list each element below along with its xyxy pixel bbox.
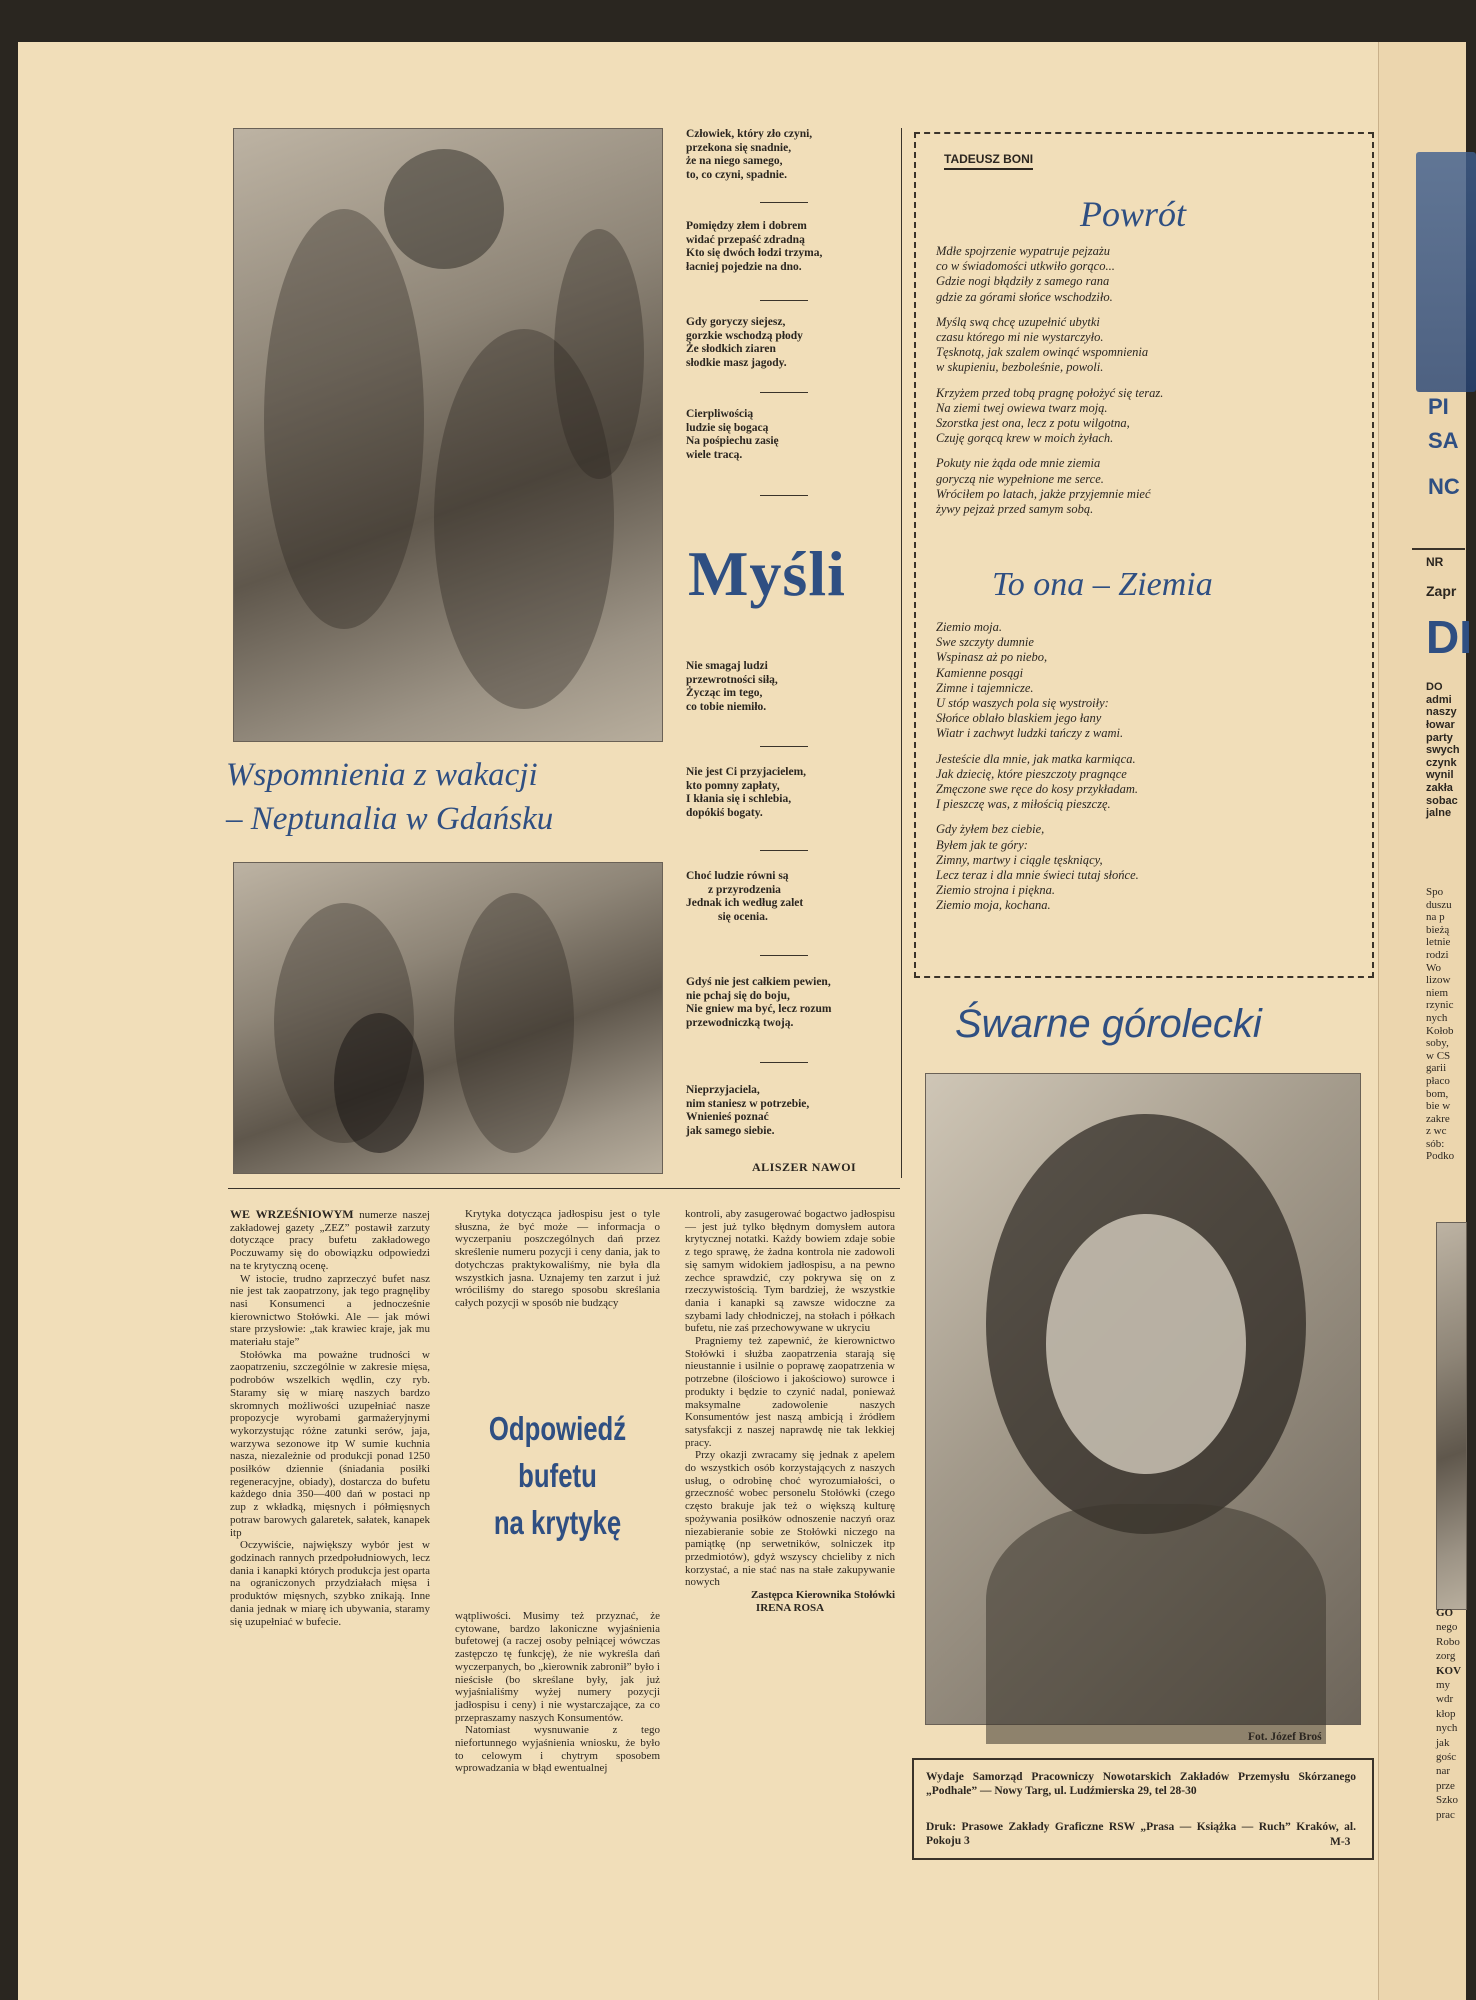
- right-snippet: swych: [1426, 744, 1460, 757]
- powrot-text: [936, 244, 1163, 517]
- right-page-fragment: [1412, 148, 1465, 508]
- article-headline: [478, 1405, 638, 1546]
- right-snippet: SA: [1428, 428, 1459, 453]
- right-snippet: Kołob: [1426, 1024, 1454, 1037]
- right-snippet: soby,: [1426, 1037, 1449, 1050]
- mysli-stanza-1: [686, 128, 812, 182]
- right-page-column-2: [1426, 886, 1465, 1196]
- poem-line: Wiatr i zachwyt ludzki tańczy z wami.: [936, 726, 1124, 741]
- right-snippet: KOV: [1436, 1664, 1462, 1677]
- right-snippet: jalne: [1426, 807, 1452, 820]
- right-snippet: łowar: [1426, 718, 1455, 731]
- divider: [760, 392, 808, 393]
- poems-author: TADEUSZ BONI: [944, 152, 1033, 170]
- right-snippet: Podko: [1426, 1150, 1455, 1163]
- right-snippet: Zapr: [1426, 582, 1457, 599]
- poem-line: Życząc im tego,: [686, 687, 763, 699]
- imprint-code: M-3: [1330, 1836, 1351, 1848]
- signature-role: Zastępca Kierownika Stołówki: [750, 1589, 895, 1602]
- right-page-column: [1426, 555, 1472, 906]
- article-paragraph: Pragniemy też zapewnić, że kierownictwo Stołówki i służba zaopatrzenia starają się nieustannie i usilnie o poprawę zaopatrzenia w potrzebne (ilościowo i jakościowo) surowce i produkty i będzie to czynić nadal, ponieważ maksymalne zadowolenie naszych Konsumentów jest naszą ambicją i źródłem satysfakcji z naszej naprawdę nie tak lekkiej pracy.: [685, 1335, 895, 1449]
- poem-line: Na ziemi twej owiewa twarz moją.: [936, 400, 1108, 415]
- divider: [760, 955, 808, 956]
- right-snippet: bieżą: [1426, 923, 1450, 936]
- right-snippet: Wo: [1426, 961, 1442, 974]
- right-snippet: GO: [1436, 1607, 1454, 1619]
- right-snippet: rodzi: [1426, 948, 1449, 961]
- article-column-2-bottom: [455, 1610, 660, 1775]
- signature-name: IRENA ROSA: [755, 1601, 825, 1614]
- left-article-title: [226, 753, 666, 841]
- poem-line: Czuję gorącą krew w moich żyłach.: [936, 431, 1114, 446]
- poem-powrot-title: Powrót: [1080, 194, 1187, 234]
- poem-line: Że słodkich ziaren: [686, 343, 776, 355]
- right-snippet: lizow: [1426, 974, 1451, 987]
- mysli-stanza-6: [686, 766, 806, 820]
- article-paragraph: Przy okazji zwracamy się jednak z apelem do wszystkich osób korzystających z naszych usług, o odrobinę choć wyrozumiałości, o grzeczność wobec personelu Stołówki (czego często brakuje jak też o większą kulturę spożywania posiłków odnoszenie naczyń oraz niezabieranie sobie ze Stołówki niczego na pamiątkę (np serwetników, solniczek itp przedmiotów), gdyż wszyscy chcieliby z nich korzystać, a nie stać nas na stałe zakupywanie nowych: [685, 1449, 895, 1589]
- right-snippet: wynil: [1426, 769, 1454, 782]
- poem-line: Szorstka jest ona, lecz z potu wilgotna,: [936, 416, 1130, 431]
- mysli-stanza-8: [686, 976, 831, 1030]
- neptunalia-photo-2: [233, 862, 663, 1174]
- right-snippet: Spo: [1426, 886, 1444, 898]
- poem-line: dopókiś bogaty.: [686, 806, 763, 819]
- poem-line: Swe szczyty dumnie: [936, 635, 1034, 650]
- poem-line: co w świadomości utkwiło gorąco...: [936, 259, 1115, 274]
- poem-line: Gdy żyłem bez ciebie,: [936, 822, 1045, 837]
- right-snippet: Robo: [1436, 1635, 1460, 1648]
- poem-line: Gdyś nie jest całkiem pewien,: [686, 976, 831, 988]
- mysli-stanza-4: [686, 408, 779, 462]
- mysli-stanza-5: [686, 660, 778, 714]
- poem-line: się ocenia.: [718, 910, 768, 923]
- right-snippet: z wc: [1426, 1125, 1447, 1138]
- poem-line: Ziemio moja, kochana.: [936, 898, 1051, 913]
- poem-line: I kłania się i schlebia,: [686, 793, 792, 805]
- poem-line: Na pośpiechu zasię: [686, 435, 779, 447]
- poem-line: przewrotności siłą,: [686, 673, 778, 686]
- right-snippet: rzynic: [1426, 999, 1454, 1012]
- right-snippet: sób:: [1426, 1137, 1445, 1150]
- section-rule: [228, 1188, 900, 1189]
- poem-line: Byłem jak te góry:: [936, 837, 1028, 852]
- poem-line: Pokuty nie żąda ode mnie ziemia: [936, 456, 1101, 471]
- poem-line: nie pchaj się do boju,: [686, 989, 790, 1002]
- article-paragraph: wątpliwości. Musimy też przyznać, że cytowane, bardzo lakoniczne wyjaśnienia bufetowej (a raczej osoby pełniącej wówczas zastępczo tę funkcję), że nie wykreśla dań wyczerpanych, bo „kierownik zabronił” było i nieścisłe (bo skreślane były, jak już wyjaśnialiśmy wyżej numery pozycji jadłospisu i ceny) i nie wystarczające, za co przepraszamy naszych Konsumentów.: [455, 1610, 660, 1724]
- poem-line: Nieprzyjaciela,: [686, 1084, 760, 1096]
- right-snippet: prze: [1436, 1779, 1455, 1792]
- article-paragraph: Natomiast wysnuwanie z tego niefortunnego wyjaśnienia wniosku, że było to celowym i chytrym sposobem wprowadzania w błąd ewentualnej: [455, 1724, 660, 1775]
- article-text: numerze naszej zakładowej gazety „ZEZ” postawił zarzuty dotyczące pracy bufetu zakładowego Poczuwamy się do obowiązku odpowiedzi na te krytyczną ocenę.: [230, 1209, 430, 1272]
- poem-line: z przyrodzenia: [708, 883, 781, 896]
- right-snippet: nego: [1436, 1621, 1458, 1634]
- right-snippet: NC: [1428, 474, 1460, 499]
- right-snippet: garii: [1426, 1062, 1447, 1075]
- poem-line: Gdy goryczy siejesz,: [686, 316, 786, 328]
- poem-line: jak samego siebie.: [686, 1124, 775, 1137]
- poem-line: co tobie niemiło.: [686, 700, 767, 713]
- right-snippet: w CS: [1426, 1049, 1451, 1062]
- poem-line: Wspinasz aż po niebo,: [936, 650, 1048, 665]
- mysli-stanza-3: [686, 316, 803, 370]
- right-snippet: bie w: [1426, 1100, 1451, 1113]
- divider: [760, 746, 808, 747]
- poem-line: Wróciłem po latach, jakże przyjemnie mieć: [936, 486, 1151, 501]
- divider: [760, 300, 808, 301]
- right-snippet: naszy: [1426, 706, 1457, 719]
- poem-line: łacniej pojedzie na dno.: [686, 260, 802, 273]
- article-lead: WE WRZEŚNIOWYM: [230, 1207, 354, 1221]
- left-article-title-line2: – Neptunalia w Gdańsku: [226, 801, 554, 837]
- headline-line2: bufetu: [518, 1457, 597, 1494]
- poem-line: to, co czyni, spadnie.: [686, 168, 787, 181]
- poem-line: wiele tracą.: [686, 448, 743, 461]
- article-paragraph: Krytyka dotycząca jadłospisu jest o tyle słuszna, że być może — informacja o wyczerpaniu poszczególnych dań przez skreślenie numeru pozycji i ceny dania, jak to dotychczas praktykowaliśmy, nie była dla wszystkich jasna. Uznajemy ten zarzut i już wróciliśmy do starego sposobu skreślania całych pozycji w sposób nie budzący: [455, 1208, 660, 1309]
- right-snippet: NR: [1426, 555, 1444, 569]
- right-snippet: admi: [1426, 693, 1452, 706]
- poem-line: Gdzie nogi błądziły z samego rana: [936, 274, 1110, 289]
- poem-line: Pomiędzy złem i dobrem: [686, 220, 807, 232]
- ziemia-text: [936, 620, 1139, 914]
- poem-line: Nie smagaj ludzi: [686, 660, 768, 672]
- mysli-stanza-2: [686, 220, 822, 274]
- article-paragraph: kontroli, aby zasugerować bogactwo jadłospisu — jest już tylko błędnym domysłem autora krytycznej notatki. Każdy bowiem zdaje sobie z tego sprawę, że żadna kontrola nie zadowoli się samym widokiem jadłospisu, a na pewno zechce sprawdzić, czy pokrywa się on z rzeczywistością. Tym bardziej, że wszystkie dania i kanapki są zawsze widoczne za szybami lady chłodniczej, na stołach i półkach bufetu, nie zaś przechowywane w ukryciu: [685, 1208, 895, 1335]
- poem-line: Człowiek, który zło czyni,: [686, 128, 813, 140]
- poem-line: Mdłe spojrzenie wypatruje pejzażu: [936, 244, 1110, 258]
- poem-line: Wnienieś poznać: [686, 1111, 769, 1123]
- mysli-author: ALISZER NAWOI: [752, 1160, 857, 1174]
- poem-line: Kto się dwóch łodzi trzyma,: [686, 247, 823, 259]
- article-column-1: [230, 1208, 430, 1628]
- poem-line: widać przepaść zdradną: [686, 233, 805, 246]
- poem-line: ludzie się bogacą: [686, 421, 769, 434]
- right-snippet: zakła: [1426, 781, 1453, 794]
- poem-line: gdzie za górami słońce wschodziło.: [936, 289, 1113, 304]
- mysli-stanza-9: [686, 1084, 809, 1138]
- right-snippet: bom,: [1426, 1087, 1449, 1100]
- right-snippet: kłop: [1436, 1707, 1456, 1720]
- neptunalia-photo-1: [233, 128, 663, 742]
- left-article-title-line1: Wspomnienia z wakacji: [226, 757, 538, 793]
- poem-line: przewodniczką twoją.: [686, 1016, 794, 1029]
- poem-line: przekona się snadnie,: [686, 141, 792, 154]
- divider: [760, 202, 808, 203]
- right-snippet: zorg: [1436, 1650, 1456, 1663]
- right-snippet: zakre: [1426, 1112, 1450, 1125]
- poem-line: Jednak ich według zalet: [686, 897, 804, 909]
- right-snippet: jak: [1436, 1736, 1450, 1749]
- right-snippet: płaco: [1426, 1074, 1450, 1087]
- right-logo-graphic: [1416, 152, 1476, 392]
- poem-line: Tęsknotą, jak szalem owinąć wspomnienia: [936, 345, 1149, 360]
- right-snippet: wdr: [1436, 1693, 1454, 1706]
- poem-line: Ziemio moja.: [936, 620, 1002, 634]
- right-snippet: DI: [1426, 611, 1472, 664]
- poem-line: Zimne i tajemnicze.: [936, 680, 1034, 695]
- right-rule: [1412, 548, 1465, 550]
- poem-line: Słońce oblało blaskiem jego łany: [936, 711, 1102, 726]
- portrait-photo: [925, 1073, 1361, 1725]
- right-snippet: sobac: [1426, 794, 1458, 807]
- poem-line: Jak dziecię, które pieszczoty pragnące: [936, 766, 1127, 781]
- right-page-photo: [1436, 1222, 1467, 1610]
- imprint-line2: Druk: Prasowe Zakłady Graficzne RSW „Prasa — Książka — Ruch” Kraków, al. Pokoju 3: [926, 1821, 1356, 1847]
- article-paragraph: W istocie, trudno zaprzeczyć bufet nasz nie jest tak zaopatrzony, jak tego pragnęliby nasi Konsumenci a jednocześnie kierownictwo Stołówki. Ale — jak mówi stare przysłowie: „tak krawiec kraje, jak mu materiału staje”: [230, 1272, 430, 1349]
- imprint-line1: Wydaje Samorząd Pracowniczy Nowotarskich Zakładów Przemysłu Skórzanego „Podhale” — Nowy Targ, ul. Ludźmierska 29, tel 28-30: [926, 1771, 1356, 1797]
- right-snippet: prac: [1436, 1808, 1455, 1821]
- divider: [760, 495, 808, 496]
- right-snippet: na p: [1426, 911, 1445, 924]
- poem-line: Cierpliwością: [686, 408, 754, 420]
- poem-line: Nie jest Ci przyjacielem,: [686, 766, 807, 778]
- poem-line: Choć ludzie równi są: [686, 870, 789, 882]
- mysli-title: Myśli: [688, 538, 846, 609]
- right-snippet: party: [1426, 731, 1453, 744]
- right-snippet: nych: [1436, 1722, 1458, 1735]
- poem-line: kto pomny zapłaty,: [686, 779, 780, 792]
- right-snippet: PI: [1428, 394, 1449, 419]
- poem-line: w skupieniu, bezboleśnie, powoli.: [936, 360, 1104, 375]
- divider: [760, 1062, 808, 1063]
- headline-line3: na krytykę: [493, 1504, 622, 1541]
- mysli-stanza-7: [686, 870, 803, 924]
- right-snippet: my: [1436, 1679, 1451, 1692]
- poem-line: że na niego samego,: [686, 155, 783, 167]
- poem-line: goryczą nie wypełnione me serce.: [936, 471, 1104, 486]
- right-snippet: Szko: [1436, 1794, 1458, 1807]
- poem-line: U stóp waszych pola się wystroiły:: [936, 696, 1109, 711]
- poem-ziemia-title: To ona – Ziemia: [992, 566, 1213, 603]
- right-snippet: letnie: [1426, 936, 1451, 949]
- right-snippet: nych: [1426, 1011, 1448, 1024]
- photo-credit: Fot. Józef Broś: [1248, 1731, 1322, 1743]
- divider: [760, 850, 808, 851]
- poem-line: czasu którego mi nie wystarczyło.: [936, 330, 1104, 345]
- poem-line: Myślą swą chcę uzupełnić ubytki: [936, 314, 1100, 329]
- right-snippet: czynk: [1426, 756, 1457, 769]
- right-snippet: niem: [1426, 986, 1448, 999]
- right-snippet: duszu: [1426, 898, 1452, 911]
- poem-line: żywy pejzaż przed samym sobą.: [936, 502, 1094, 517]
- poem-line: Kamienne posągi: [936, 665, 1024, 680]
- article-paragraph: Stołówka ma poważne trudności w zaopatrzeniu, szczególnie w zakresie mięsa, podrobów wszelkich wędlin, czy ryb. Staramy się w miarę naszych bardzo skromnych możliwości uzupełniać nasze propozycje wyrobami garmażeryjnymi wykorzystując różne zatunki serów, jaja, warzywa sezonowe itp W sumie kuchnia nasza, niezależnie od produkcji ponad 1250 posiłków dziennie (śniadania posiłki regeneracyjne, obiady), dostarcza do bufetu każdego dnia 350—400 dań w postaci np zup z wkładką, mięsnych i półmięsnych potraw barowych galaretek, sałatek, kanapek itp: [230, 1348, 430, 1539]
- right-snippet: DO: [1426, 681, 1443, 694]
- right-snippet: nar: [1436, 1765, 1451, 1778]
- article-paragraph: Oczywiście, największy wybór jest w godzinach rannych przedpołudniowych, lecz dania i kanapki których produkcja jest oparta na ograniczonych przydziałach mięsa i produktów mięsnych, szybko znikają. Inne dania jednak w miarę ich ubywania, staramy się uzupełniać w bufecie.: [230, 1539, 430, 1628]
- headline-line1: Odpowiedź: [488, 1410, 627, 1447]
- column-rule: [901, 128, 902, 1178]
- poem-line: Zmęczone swe ręce do kosy przykładam.: [936, 782, 1139, 797]
- poem-line: I pieszczę was, z miłością pieszczę.: [936, 797, 1111, 812]
- poem-line: Lecz teraz i dla mnie świeci tutaj słońce.: [936, 868, 1139, 883]
- poem-line: Krzyżem przed tobą pragnę położyć się teraz.: [936, 385, 1164, 400]
- poem-line: gorzkie wschodzą płody: [686, 329, 803, 342]
- poem-line: Zimny, martwy i ciągle tęskniący,: [936, 852, 1103, 867]
- article-column-3: [685, 1208, 895, 1615]
- poem-line: Jesteście dla mnie, jak matka karmiąca.: [936, 751, 1136, 766]
- article-column-2: [455, 1208, 660, 1310]
- poem-line: Nie gniew ma być, lecz rozum: [686, 1003, 832, 1015]
- swarne-title: Śwarne górolecki: [955, 1002, 1262, 1046]
- poem-line: nim staniesz w potrzebie,: [686, 1097, 810, 1110]
- right-snippet: gośc: [1436, 1751, 1457, 1764]
- right-page-column-3: [1436, 1606, 1465, 1846]
- poem-line: Ziemio strojna i piękna.: [936, 883, 1055, 898]
- poem-line: słodkie masz jagody.: [686, 356, 787, 369]
